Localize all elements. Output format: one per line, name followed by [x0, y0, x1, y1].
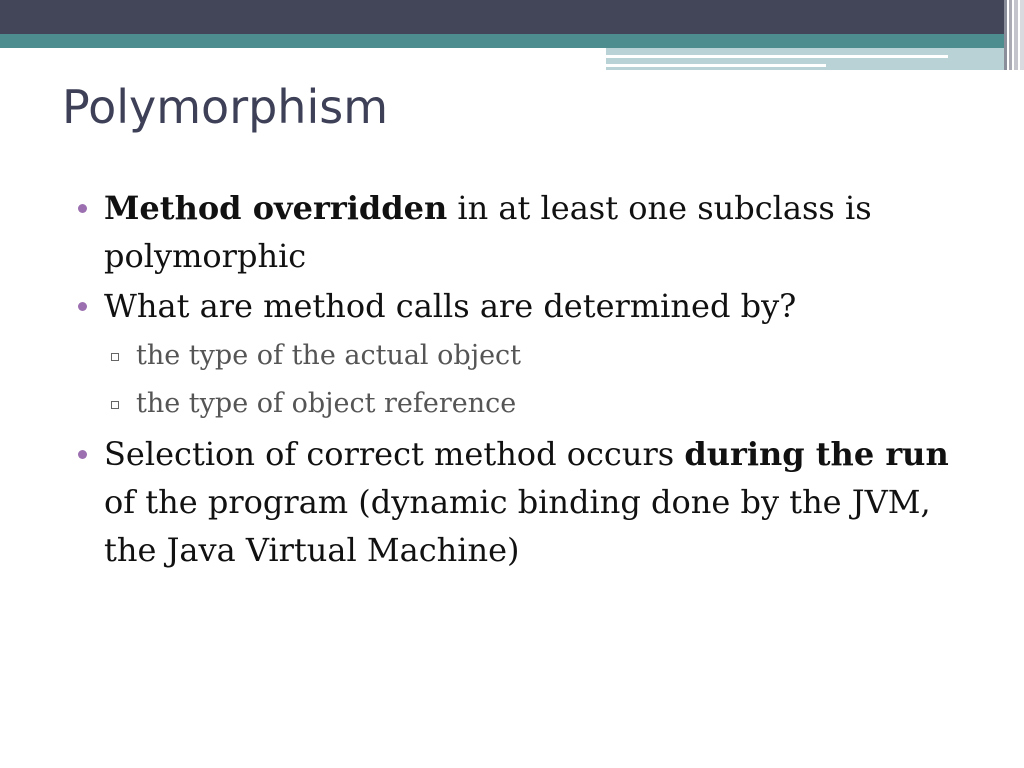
sub-bullet-item	[76, 380, 976, 428]
bullet-bold-text: Method overridden	[104, 189, 448, 227]
bullet-item	[76, 430, 976, 574]
bullet-item	[76, 184, 976, 280]
header-edge-stripes	[994, 0, 1024, 70]
bullet-bold-text: during the run	[684, 435, 949, 473]
sub-bullet-item	[76, 332, 976, 380]
header-accent-line	[606, 64, 826, 67]
sub-bullet-text: the type of the actual object	[136, 340, 522, 371]
bullet-text: Selection of correct method occurs	[104, 435, 685, 473]
bullet-list	[76, 184, 976, 576]
square-bullet-icon	[111, 401, 119, 409]
bullet-dot-icon	[78, 204, 87, 213]
header-band-dark	[0, 0, 1024, 34]
header-band-teal	[0, 34, 1024, 48]
bullet-text: in at least one subclass is polymorphic	[104, 189, 872, 275]
bullet-text: of the program (dynamic binding done by the JVM, the Java Virtual Machine)	[104, 483, 931, 569]
bullet-text: What are method calls are determined by?	[104, 287, 797, 325]
bullet-item	[76, 282, 976, 330]
sub-bullet-text: the type of object reference	[136, 388, 517, 419]
slide-title: Polymorphism	[62, 80, 389, 134]
header-accent-line	[606, 55, 948, 58]
square-bullet-icon	[111, 353, 119, 361]
bullet-dot-icon	[78, 450, 87, 459]
bullet-dot-icon	[78, 302, 87, 311]
